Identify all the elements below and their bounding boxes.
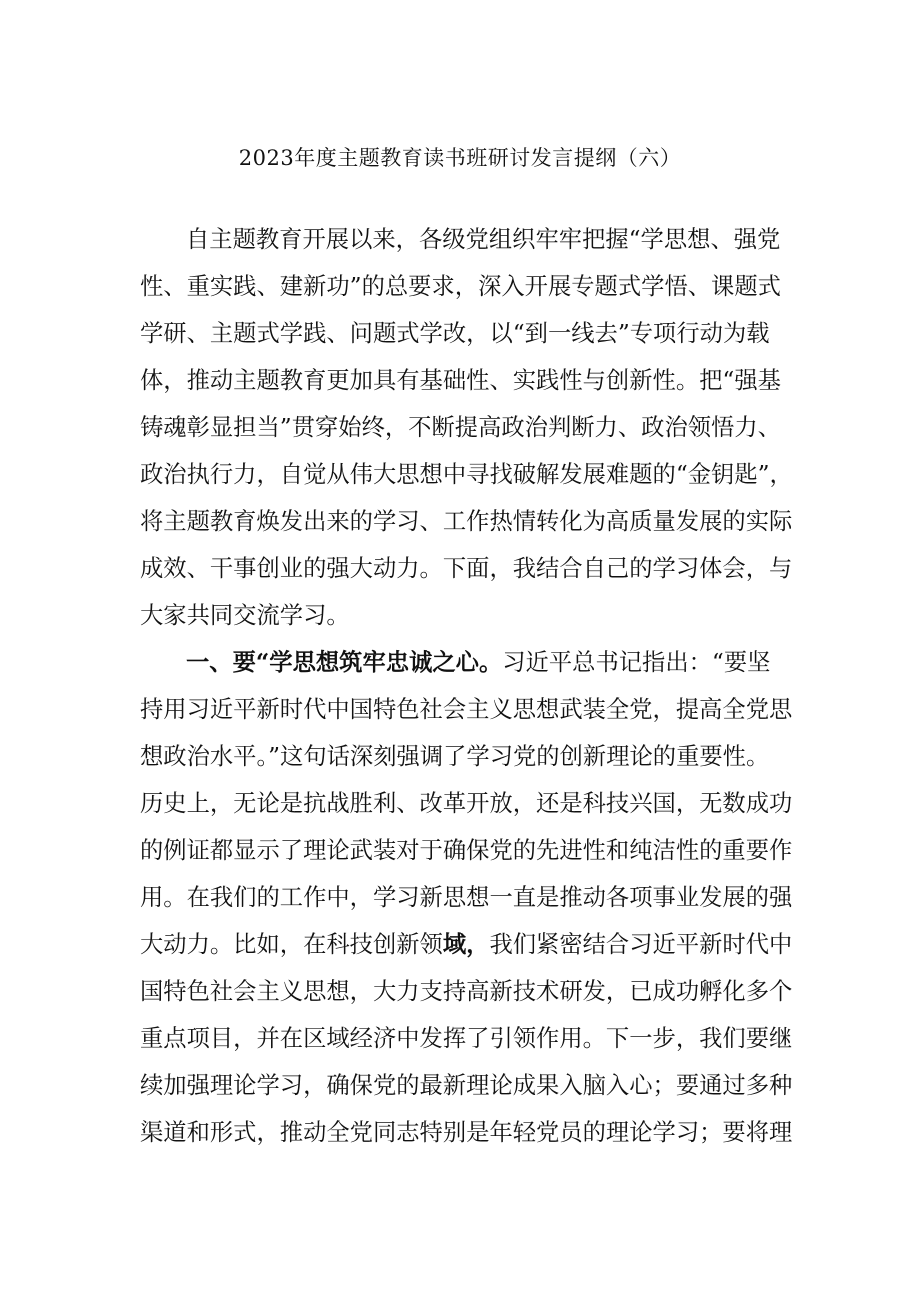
- section1-line: 持用习近平新时代中国特色社会主义思想武装全党，提高全党思: [140, 696, 793, 723]
- intro-line: 自主题教育开展以来，各级党组织牢牢把握“学思想、强党: [186, 226, 781, 253]
- document-body: [140, 216, 800, 1156]
- intro-line: 成效、干事创业的强大动力。下面，我结合自己的学习体会，与: [140, 555, 793, 582]
- section1-line: 国特色社会主义思想，大力支持高新技术研发，已成功孵化多个: [140, 978, 793, 1005]
- section1-line: 历史上，无论是抗战胜利、改革开放，还是科技兴国，无数成功: [140, 790, 793, 817]
- section1-line: 重点项目，并在区域经济中发挥了引领作用。下一步，我们要继: [140, 1025, 793, 1052]
- intro-line: 将主题教育焕发出来的学习、工作热情转化为高质量发展的实际: [140, 508, 793, 535]
- section1-line: 想政治水平。”这句话深刻强调了学习党的创新理论的重要性。: [140, 743, 770, 770]
- section1-line: 用。在我们的工作中，学习新思想一直是推动各项事业发展的强: [140, 884, 793, 911]
- section1-first-line-rest: 习近平总书记指出：“要坚: [502, 649, 771, 676]
- section1-line: 渠道和形式，推动全党同志特别是年轻党员的理论学习；要将理: [140, 1119, 793, 1146]
- intro-line: 铸魂彰显担当”贯穿始终，不断提高政治判断力、政治领悟力、: [140, 414, 781, 441]
- section1-line-with-bold: [140, 921, 800, 968]
- bold-word: 域，: [442, 931, 490, 958]
- section1-line: 的例证都显示了理论武装对于确保党的先进性和纯洁性的重要作: [140, 837, 793, 864]
- bold-line-after: 我们紧密结合习近平新时代中: [489, 931, 793, 958]
- intro-line: 性、重实践、建新功”的总要求，深入开展专题式学悟、课题式: [140, 273, 781, 300]
- section1-line: 续加强理论学习，确保党的最新理论成果入脑入心；要通过多种: [140, 1072, 793, 1099]
- document-title: 2023年度主题教育读书班研讨发言提纲（六）: [238, 146, 682, 170]
- intro-line: 体，推动主题教育更加具有基础性、实践性与创新性。把“强基: [140, 367, 781, 394]
- intro-line: 大家共同交流学习。: [140, 602, 350, 629]
- intro-line: 学研、主题式学践、问题式学改，以“到一线去”专项行动为载: [140, 320, 770, 347]
- bold-line-before: 大动力。比如，在科技创新领: [140, 931, 443, 958]
- section1-heading: 一、要“学思想筑牢忠诚之心。: [186, 649, 503, 676]
- intro-line: 政治执行力，自觉从伟大思想中寻找破解发展难题的“金钥匙”，: [140, 461, 793, 488]
- section1-first-line: [140, 639, 800, 686]
